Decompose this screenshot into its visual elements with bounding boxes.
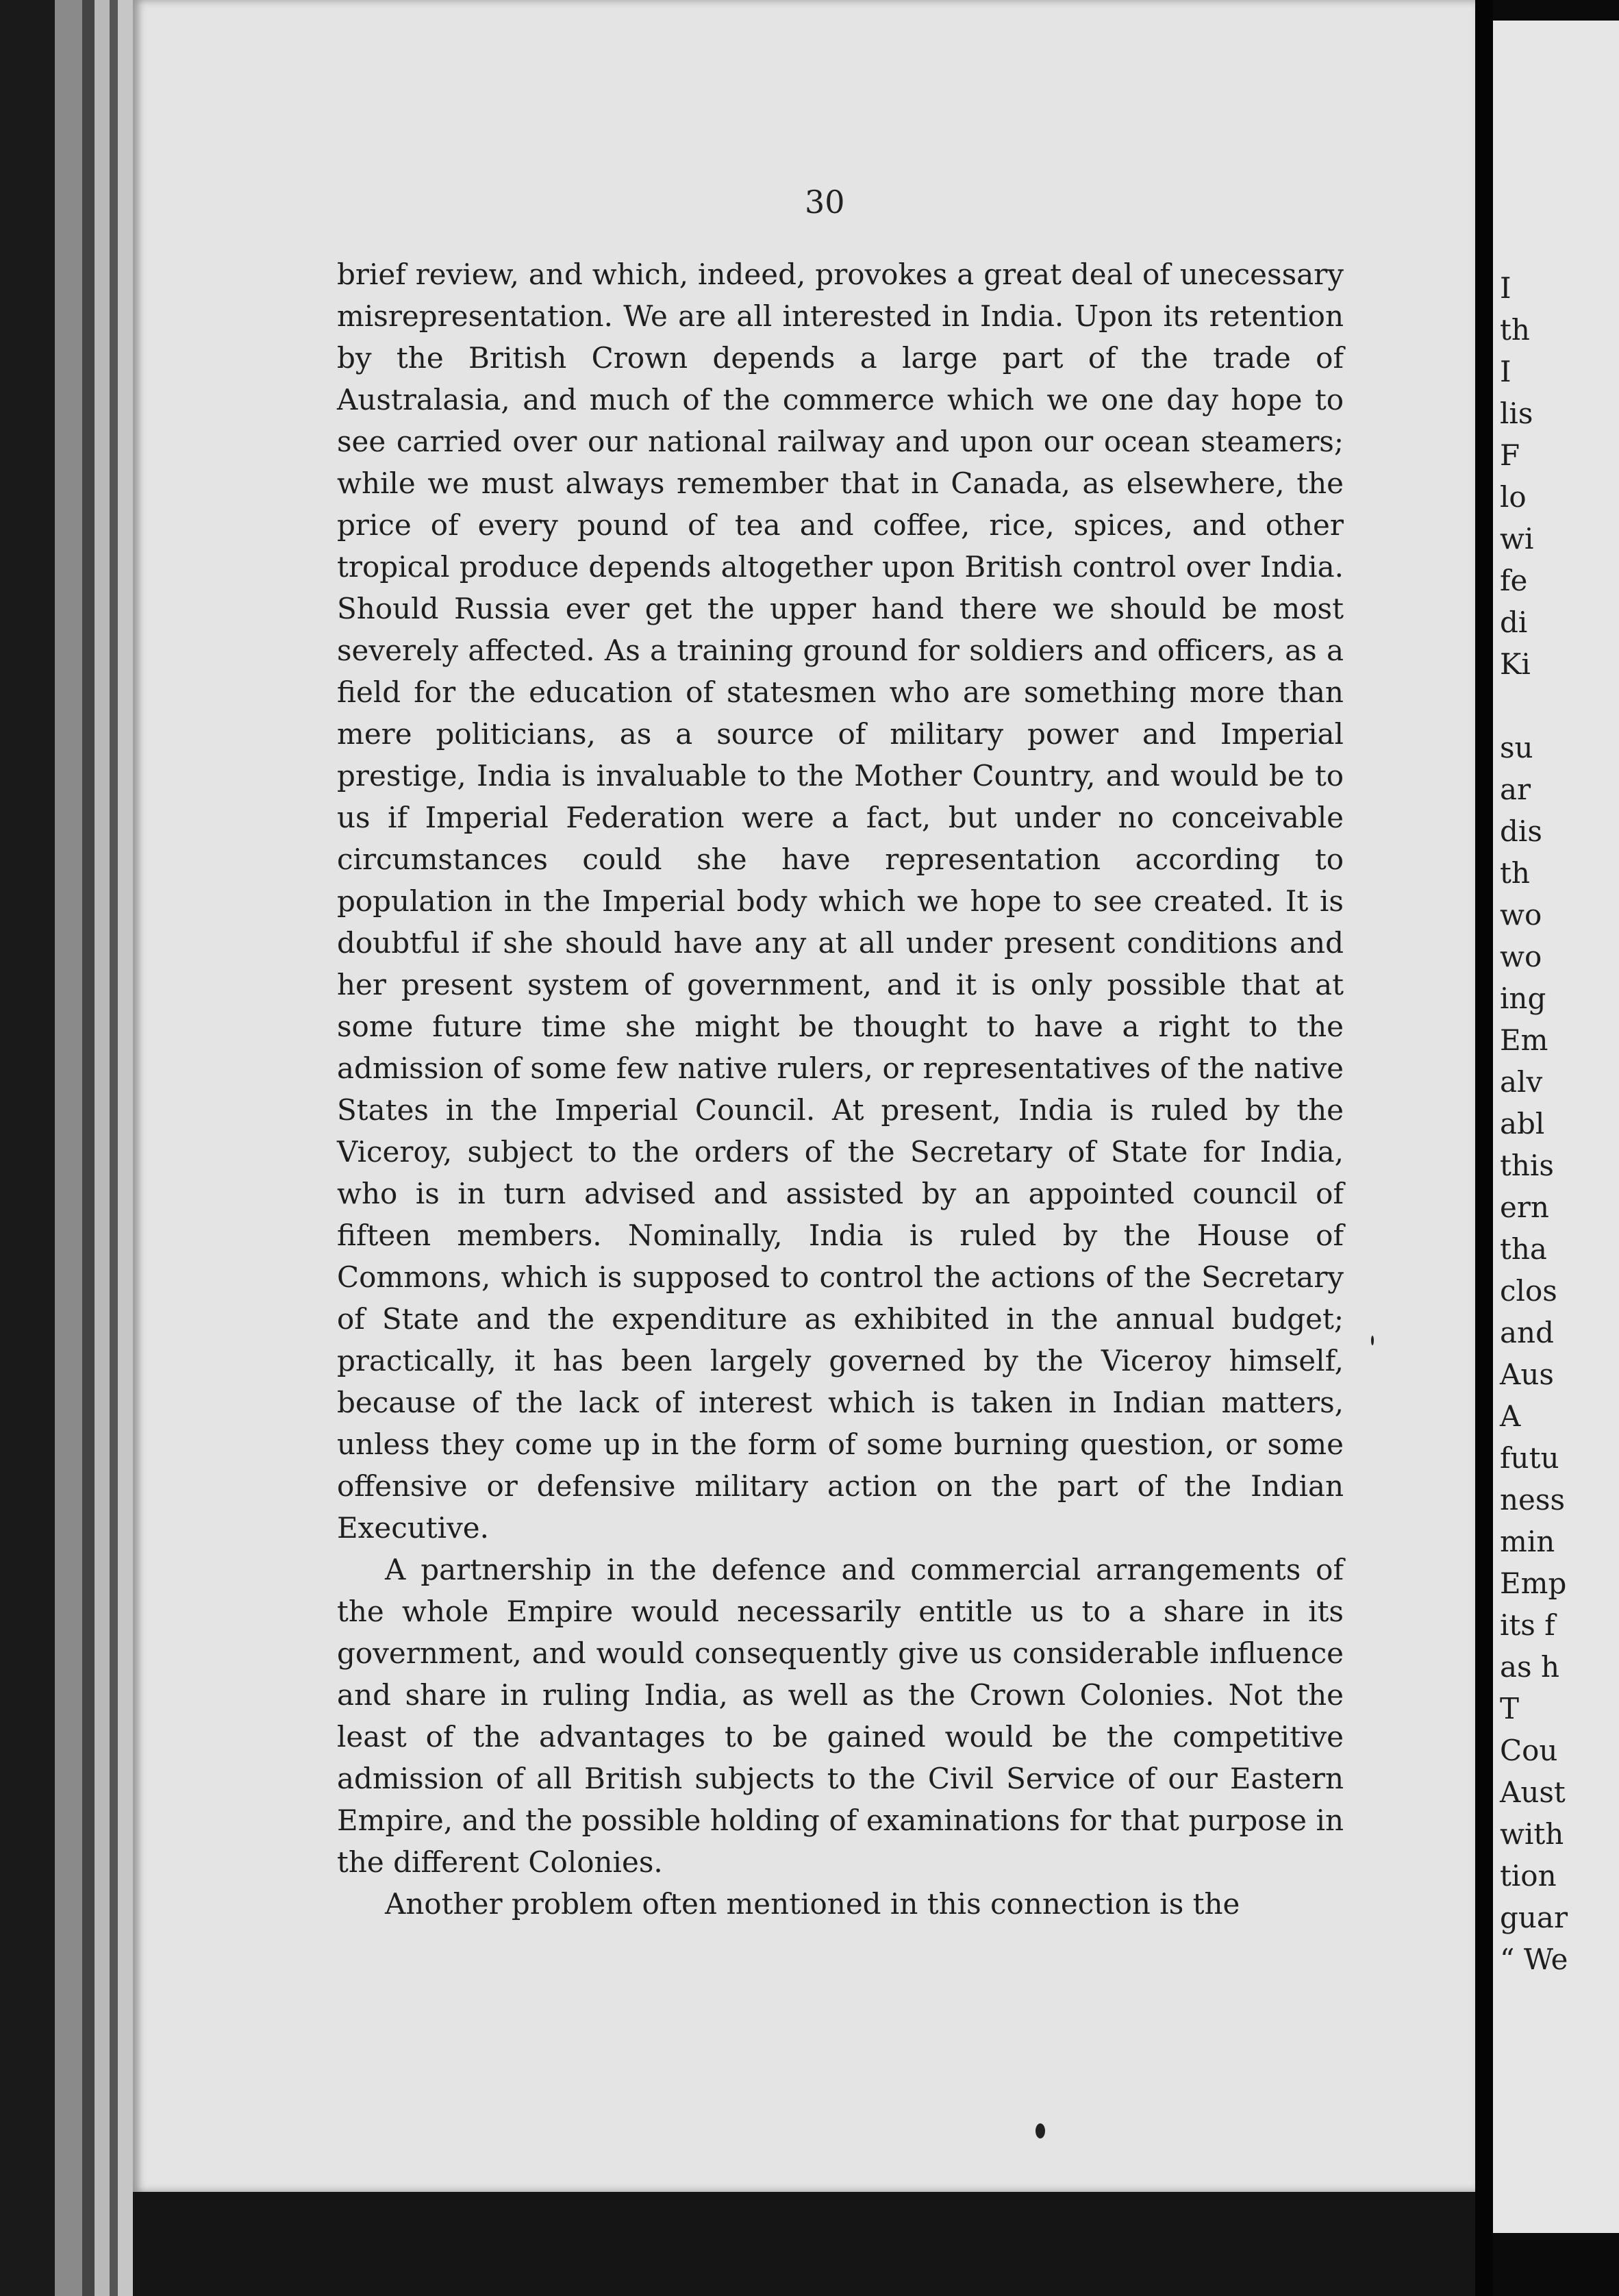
- facing-page-line: and: [1500, 1316, 1554, 1349]
- facing-page-line: guar: [1500, 1901, 1568, 1934]
- page-edge: [55, 0, 82, 2296]
- facing-page-line: ness: [1500, 1483, 1566, 1517]
- facing-page-line: alv: [1500, 1065, 1543, 1099]
- ink-speck: [1371, 1336, 1374, 1345]
- facing-page-line: with: [1500, 1817, 1564, 1851]
- page-edge: [95, 0, 110, 2296]
- book-gutter: [1475, 0, 1493, 2296]
- facing-page-line: Cou: [1500, 1734, 1558, 1767]
- page-edge: [110, 0, 118, 2296]
- page-edge: [82, 0, 95, 2296]
- facing-page-line: Em: [1500, 1023, 1548, 1057]
- facing-page-line: wi: [1500, 522, 1534, 556]
- facing-page-line: I: [1500, 355, 1511, 388]
- page-number: 30: [805, 184, 845, 221]
- facing-page-line: as h: [1500, 1650, 1559, 1684]
- facing-page-line: th: [1500, 313, 1530, 347]
- facing-page-line: wo: [1500, 898, 1542, 932]
- facing-page-line: I: [1500, 271, 1511, 305]
- facing-page-line: fe: [1500, 564, 1528, 597]
- facing-page-line: ing: [1500, 982, 1546, 1015]
- book-spine-shadow: [0, 0, 55, 2296]
- facing-page-line: F: [1500, 438, 1520, 472]
- facing-page-line: ar: [1500, 773, 1531, 806]
- page-bottom-shadow: [133, 2192, 1475, 2296]
- facing-page-line: ern: [1500, 1190, 1549, 1224]
- facing-page-line: wo: [1500, 940, 1542, 973]
- facing-page-line: Aus: [1500, 1358, 1554, 1391]
- paragraph: Another problem often mentioned in this connection is the: [385, 1887, 1240, 1921]
- facing-page-line: su: [1500, 731, 1533, 764]
- facing-page-line: Ki: [1500, 647, 1531, 681]
- paragraph: A partnership in the defence and commercial arrangements of the whole Empire would necessarily entitle us to a share in its government, and would consequently give us considerable influence and share in ruling India, as well as the Crown Colonies. Not the least of the advantages to be gained would be the competitive admission of all British subjects to the Civil Service of our Eastern Empire, and the possible holding of examinations for that purpose in the different Colonies.: [337, 1553, 1344, 1879]
- facing-page-line: th: [1500, 856, 1530, 890]
- facing-page-line: lis: [1500, 397, 1533, 430]
- facing-page-line: T: [1500, 1692, 1520, 1725]
- page-edge: [118, 0, 133, 2296]
- facing-page-line: tha: [1500, 1232, 1547, 1266]
- paragraph: brief review, and which, indeed, provokes a great deal of unecessary misrepresentation. We are all interested in India. Upon its retention by the British Crown depends a large part of the trade of Australasia, and much of the commerce which we one day hope to see carried over our national railway and upon our ocean steamers; while we must always remember that in Canada, as elsewhere, the price of every pound of tea and coffee, rice, spices, and other tropical produce depends altogether upon British control over India. Should Russia ever get the upper hand there we should be most severely affected. As a training ground for soldiers and officers, as a field for the education of statesmen who are something more than mere politicians, as a source of military power and Imperial prestige, India is invaluable to the Mother Country, and would be to us if Imperial Federation were a fact, but under no conceivable circumstances could she have representation according to population in the Imperial body which we hope to see created. It is doubtful if she should have any at all under present conditions and her present system of government, and it is only possible that at some future time she might be thought to have a right to the admission of some few native rulers, or representatives of the native States in the Imperial Council. At present, India is ruled by the Viceroy, subject to the orders of the Secretary of State for India, who is in turn advised and assisted by an appointed council of fifteen members. Nominally, India is ruled by the House of Commons, which is supposed to control the actions of the Secretary of State and the expenditure as exhibited in the annual budget; practically, it has been largely governed by the Viceroy himself, because of the lack of interest which is taken in Indian matters, unless they come up in the form of some burning question, or some offensive or defensive military action on the part of the Indian Executive.: [337, 258, 1344, 1545]
- facing-page-line: tion: [1500, 1859, 1557, 1893]
- facing-page-line: its f: [1500, 1608, 1555, 1642]
- facing-page-line: futu: [1500, 1441, 1559, 1475]
- facing-page-line: lo: [1500, 480, 1527, 514]
- facing-page: [1493, 21, 1619, 2233]
- facing-page-line: Aust: [1500, 1775, 1566, 1809]
- facing-page-line: clos: [1500, 1274, 1557, 1308]
- facing-page-text: [1500, 267, 1619, 1980]
- facing-page-line: “ We: [1500, 1943, 1568, 1976]
- facing-page-line: min: [1500, 1525, 1555, 1558]
- facing-page-line: this: [1500, 1149, 1554, 1182]
- facing-page-line: dis: [1500, 814, 1542, 848]
- body-text: [337, 253, 1344, 1925]
- facing-page-line: [1500, 685, 1619, 727]
- ink-speck: [1036, 2123, 1045, 2138]
- facing-page-line: Emp: [1500, 1567, 1567, 1600]
- facing-page-line: di: [1500, 606, 1528, 639]
- facing-page-line: abl: [1500, 1107, 1545, 1140]
- facing-page-line: A: [1500, 1399, 1521, 1433]
